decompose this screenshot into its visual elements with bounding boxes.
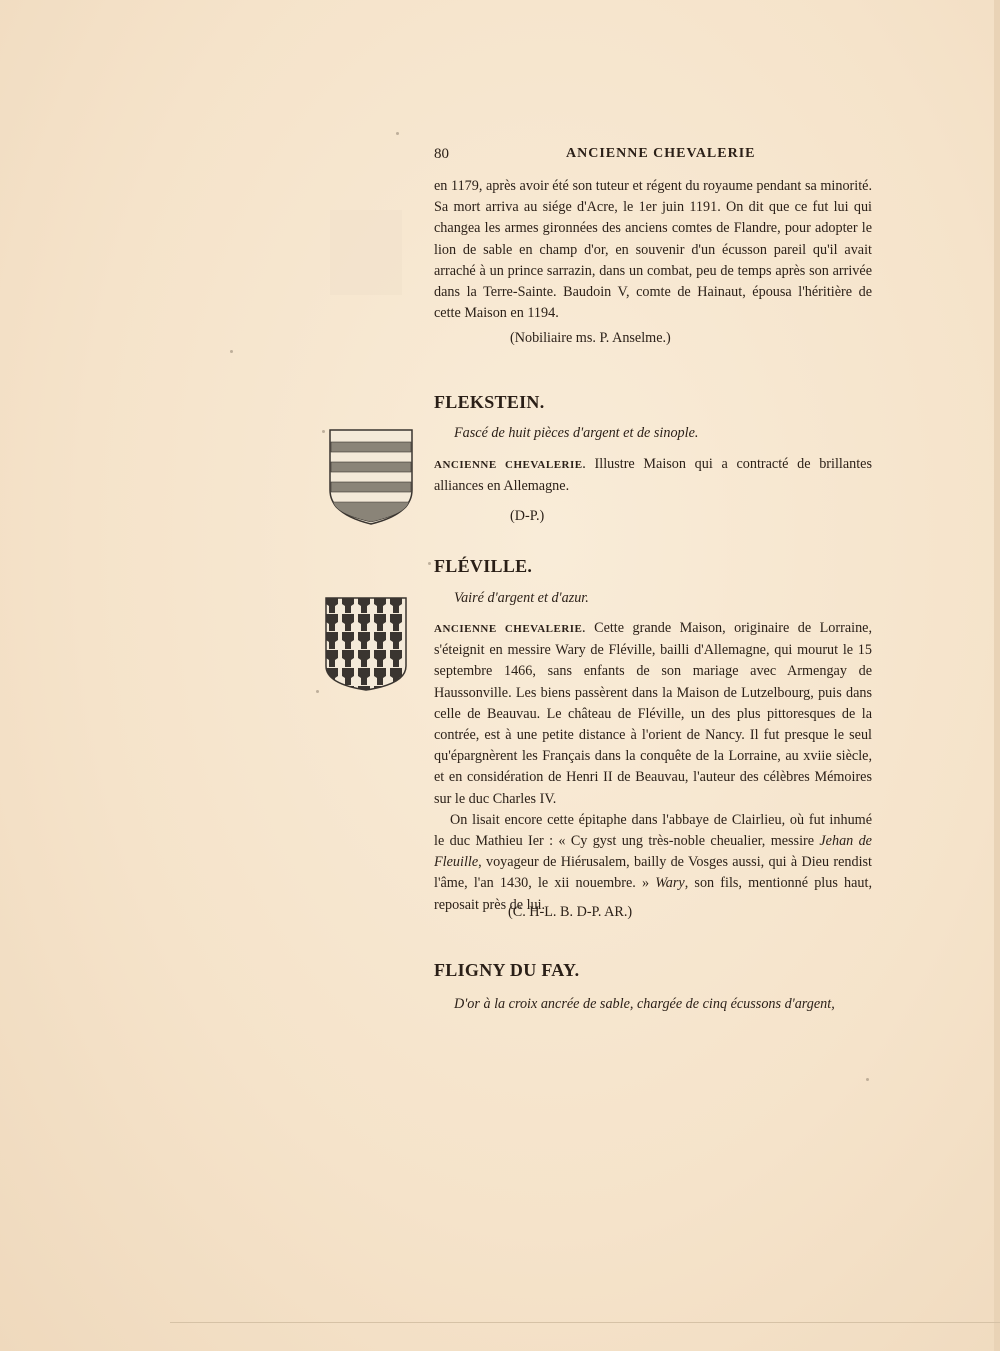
- blazon-fleville: Vairé d'argent et d'azur.: [454, 590, 589, 606]
- coat-of-arms-fleville-icon: [324, 596, 408, 692]
- entry-heading-flekstein: FLEKSTEIN.: [434, 392, 545, 412]
- source-fleville: (C. H-L. B. D-P. AR.): [508, 904, 633, 920]
- paper-speck: [396, 132, 399, 135]
- fleville-body: Cette grande Maison, originaire de Lorraine, s'éteignit en messire Wary de Fléville, bailli d'Allemagne, qui mourut le 15 septembre 1466, sans enfants de son mariage avec Armengay de Haussonville. Les biens passèrent dans la Maison de Lutzelbourg, puis dans celle de Beauvau. Le château de Fléville, un des plus pittoresques de la contrée, est à une petite distance à l'orient de Nancy. Il fut presque le seul qu'épargnèrent les Français dans la conquête de la Lorraine, au xviie siècle, et en considération de Henri II de Beauvau, l'auteur des célèbres Mémoires sur le duc Charles IV.: [434, 620, 873, 807]
- previous-entry-paragraph: en 1179, après avoir été son tuteur et régent du royaume pendant sa minorité. Sa mort arriva au siége d'Acre, le 1er juin 1191. On dit que ce fut lui qui changea les armes gironnées des anciens comtes de Flandre, pour adopter le lion de sable en champ d'or, en souvenir d'un écusson pareil qu'il avait arraché à un prince sarrazin, dans un combat, peu de temps après son arrivée dans la Terre-Sainte. Baudoin V, comte de Hainaut, épousa l'héritière de cette Maison en 1194.: [434, 178, 872, 322]
- bottom-edge-line: [170, 1322, 1000, 1323]
- page-number: 80: [434, 146, 449, 162]
- fleville-epitaph: On lisait encore cette épitaphe dans l'abbaye de Clairlieu, où fut inhumé le duc Mathieu Ier : « Cy gyst ung très-noble cheualier, messire Jehan de Fleuille, voyageur de Hiérusalem, bailly de Vosges aussi, qui à Dieu rendist l'âme, l'an 1430, le xii nouembre. » Wary, son fils, mentionné plus haut, reposait près de lui.: [434, 811, 872, 913]
- entry-text-flekstein: [434, 454, 872, 497]
- bleed-through-shadow: [330, 210, 402, 295]
- paper-speck: [230, 350, 233, 353]
- epitaph-name: Jehan de Fleuille: [434, 833, 872, 871]
- label-ancienne-chevalerie: ANCIENNE CHEVALERIE.: [434, 623, 586, 635]
- paper-speck: [866, 1078, 869, 1081]
- paper-speck: [322, 430, 325, 433]
- entry-text-fleville: [434, 618, 872, 916]
- flekstein-body: Illustre Maison qui a contracté de brillantes alliances en Allemagne.: [434, 456, 872, 495]
- coat-of-arms-flekstein-icon: [328, 428, 414, 526]
- page-header: [434, 146, 874, 168]
- entry-heading-fleville: FLÉVILLE.: [434, 556, 533, 576]
- blazon-fligny: D'or à la croix ancrée de sable, chargée de cinq écussons d'argent,: [454, 996, 835, 1012]
- previous-entry-text: [434, 176, 872, 324]
- entry-heading-fligny: FLIGNY DU FAY.: [434, 960, 580, 980]
- running-title: ANCIENNE CHEVALERIE: [566, 146, 756, 161]
- blazon-flekstein: Fascé de huit pièces d'argent et de sinople.: [454, 425, 699, 441]
- page-edge: [994, 0, 1000, 1351]
- source-flekstein: (D-P.): [510, 508, 545, 524]
- paper-speck: [428, 562, 431, 565]
- paper-speck: [316, 690, 319, 693]
- label-ancienne-chevalerie: ANCIENNE CHEVALERIE.: [434, 459, 586, 471]
- previous-entry-source: (Nobiliaire ms. P. Anselme.): [510, 330, 671, 346]
- wary-name: Wary: [655, 875, 685, 892]
